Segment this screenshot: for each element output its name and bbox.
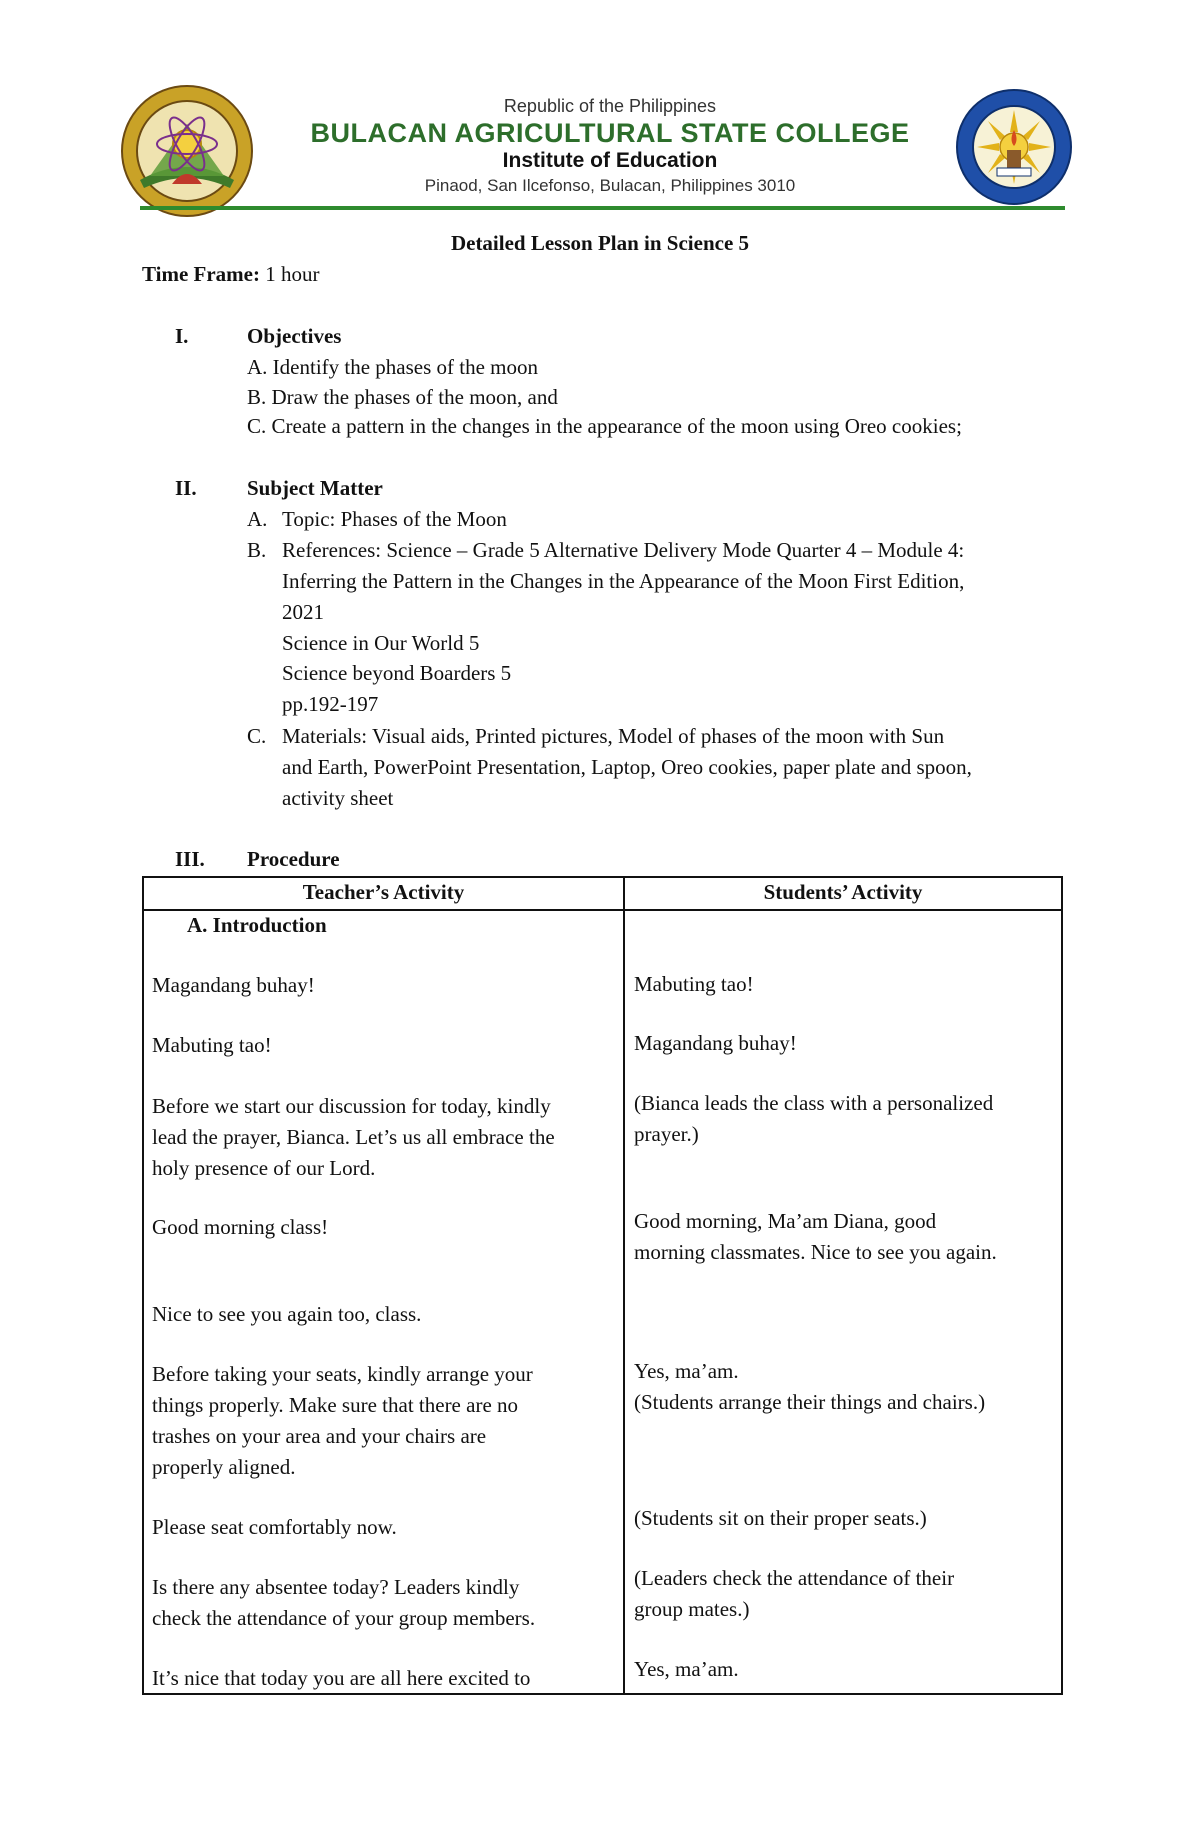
teacher-line: Is there any absentee today? Leaders kindly [152,1575,520,1599]
college-address: Pinaod, San Ilcefonso, Bulacan, Philippines 3010 [424,176,796,195]
teacher-line: Please seat comfortably now. [152,1515,397,1539]
teacher-line: Before taking your seats, kindly arrange your [152,1362,533,1386]
student-line: Yes, ma’am. [634,1657,739,1681]
procedure-heading: Procedure [247,847,340,871]
teacher-line: check the attendance of your group members. [152,1606,536,1630]
table-top-border [142,876,1063,878]
objectives-numeral: I. [175,324,189,348]
document-title: Detailed Lesson Plan in Science 5 [450,231,750,255]
materials-line: activity sheet [282,786,394,810]
student-line: Yes, ma’am. [634,1359,739,1383]
letterhead-divider [140,206,1065,210]
bulacan-state-college-seal-icon [120,84,254,218]
table-right-border [1061,876,1063,1695]
republic-line: Republic of the Philippines [503,96,717,116]
time-frame-label: Time Frame: [142,262,260,286]
student-line: (Students sit on their proper seats.) [634,1506,927,1530]
student-line: Good morning, Ma’am Diana, good [634,1209,937,1233]
table-bottom-border [142,1693,1063,1695]
objective-item: C. Create a pattern in the changes in the appearance of the moon using Oreo cookies; [247,414,962,438]
table-left-border [142,876,144,1695]
teacher-line: Good morning class! [152,1215,329,1239]
student-line: prayer.) [634,1122,699,1146]
teacher-line: holy presence of our Lord. [152,1156,376,1180]
introduction-subheading: A. Introduction [187,913,327,937]
materials-line: and Earth, PowerPoint Presentation, Laptop, Oreo cookies, paper plate and spoon, [282,755,972,779]
reference-line: References: Science – Grade 5 Alternative Delivery Mode Quarter 4 – Module 4: [282,538,965,562]
teacher-line: It’s nice that today you are all here excited to [152,1666,531,1690]
teacher-line: trashes on your area and your chairs are [152,1424,487,1448]
teacher-line: Before we start our discussion for today, kindly [152,1094,551,1118]
students-activity-header: Students’ Activity [763,880,923,904]
student-line: Mabuting tao! [634,972,754,996]
subject-matter-heading: Subject Matter [247,476,383,500]
teacher-line: Magandang buhay! [152,973,315,997]
topic-letter: A. [247,507,268,531]
student-line: Magandang buhay! [634,1031,797,1055]
institute-name: Institute of Education [502,149,718,172]
subject-matter-numeral: II. [175,476,197,500]
reference-line: Science in Our World 5 [282,631,480,655]
table-header-border [142,909,1063,911]
institute-of-education-seal-icon [955,84,1073,210]
student-line: group mates.) [634,1597,750,1621]
student-line: (Bianca leads the class with a personalized [634,1091,994,1115]
time-frame [142,262,319,287]
reference-line: Inferring the Pattern in the Changes in the Appearance of the Moon First Edition, [282,569,965,593]
teacher-line: properly aligned. [152,1455,296,1479]
procedure-numeral: III. [175,847,205,871]
teacher-activity-header: Teacher’s Activity [302,880,465,904]
topic-text: Topic: Phases of the Moon [282,507,507,531]
reference-line: pp.192-197 [282,692,379,716]
objective-item: B. Draw the phases of the moon, and [247,385,558,409]
reference-line: Science beyond Boarders 5 [282,661,512,685]
objectives-heading: Objectives [247,324,342,348]
teacher-line: Nice to see you again too, class. [152,1302,422,1326]
materials-letter: C. [247,724,267,748]
table-column-divider [623,876,625,1695]
student-line: (Leaders check the attendance of their [634,1566,955,1590]
time-frame-value: 1 hour [265,262,320,286]
teacher-line: things properly. Make sure that there are no [152,1393,519,1417]
materials-line: Materials: Visual aids, Printed pictures, Model of phases of the moon with Sun [282,724,945,748]
reference-line: 2021 [282,600,324,624]
objective-item: A. Identify the phases of the moon [247,355,539,379]
teacher-line: lead the prayer, Bianca. Let’s us all embrace the [152,1125,555,1149]
student-line: morning classmates. Nice to see you again. [634,1240,997,1264]
student-line: (Students arrange their things and chairs.) [634,1390,986,1414]
college-name: BULACAN AGRICULTURAL STATE COLLEGE [310,118,910,148]
references-letter: B. [247,538,267,562]
teacher-line: Mabuting tao! [152,1033,272,1057]
